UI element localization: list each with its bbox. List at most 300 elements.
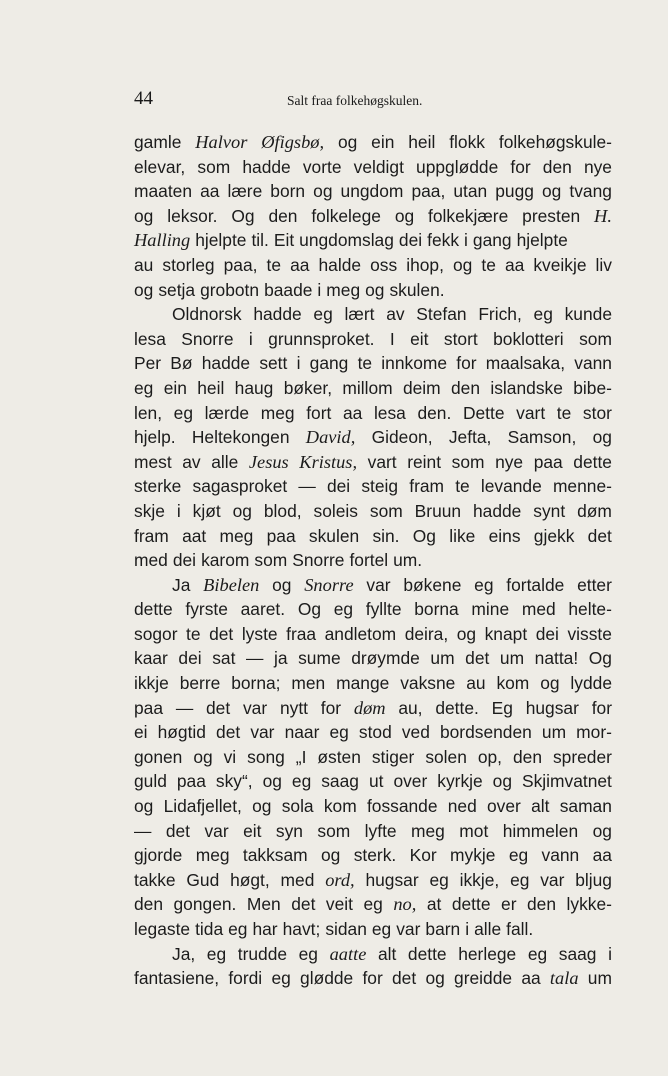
word: den [268,205,298,226]
word: Kor [409,845,437,866]
word: var [366,574,391,595]
word: alt [531,796,550,817]
text-line [134,376,612,401]
word: ungdom [340,181,404,202]
word: dette [134,599,173,620]
word: Bibelen [203,574,260,595]
word: med [280,869,315,890]
word: sin. [372,525,400,546]
word: Snorre [181,328,234,349]
text-line [134,966,612,991]
word: Dette [462,402,505,423]
word: ein [163,377,187,398]
word: skulen. [389,279,445,300]
word: i [317,279,322,300]
word: og [542,181,562,202]
word: og [365,279,385,300]
word: — [175,697,194,718]
word: mest [134,451,172,472]
word: liv [595,254,612,275]
word: Oldnorsk [172,304,242,325]
word: som [317,820,351,841]
word: baade [264,279,313,300]
word: heil [197,377,225,398]
word: au, [398,697,423,718]
word: fossande [366,796,438,817]
word: te [556,402,572,423]
word: paa [134,697,164,718]
word: stod [358,722,392,743]
word: fyrste [185,599,228,620]
word: ved [401,722,430,743]
word: fraa [286,623,317,644]
word: paa [533,451,563,472]
word: vi [223,746,237,767]
text-line [134,892,612,917]
word: eg [474,574,494,595]
word: lært [344,304,375,325]
word: vann [574,353,612,374]
word: for [591,697,612,718]
word: leksor. [167,205,218,226]
word: herlege [458,943,517,964]
word: flokk [449,132,485,152]
word: og [134,279,154,300]
word: det [465,648,490,669]
word: eg [527,943,548,964]
word: hjelp. [134,427,176,448]
word: deira, [404,623,449,644]
word: himmelen [502,820,579,841]
text-line [134,130,612,155]
word: Bruun [414,500,462,521]
word: te [186,623,201,644]
word: som [254,550,288,571]
word: men [291,673,326,694]
text-line [134,745,612,770]
word: tvang [569,181,612,202]
word: etter [577,574,612,595]
word: deim [402,377,441,398]
word: hadde [473,500,522,521]
word: mange [336,673,390,694]
text-line [134,696,612,721]
text-line [134,671,612,696]
word: folkelege [311,205,381,226]
text-line [134,843,612,868]
word: Jefta, [448,427,492,448]
word: fall. [506,919,534,939]
word: maaten [134,181,193,202]
word: eg [271,968,291,989]
word: storleg [162,254,215,275]
word: Per [134,353,162,374]
word: Halvor [195,132,248,152]
page-number: 44 [134,88,153,109]
word: fekk [427,230,460,251]
word: „I [295,746,307,767]
word: helte- [568,599,612,620]
word: islandske [490,377,563,398]
word: greidde [454,968,513,989]
word: eg [134,377,154,398]
word: saag [321,771,359,792]
word: det [165,820,191,841]
word: eit [243,820,262,841]
word: for [510,156,531,177]
word: haug [234,377,274,398]
word: den. [417,402,452,423]
word: den [451,377,481,398]
word: ein [371,132,395,152]
text-line [134,819,612,844]
word: og [134,796,154,817]
word: dei [178,648,202,669]
word: for [456,353,477,374]
word: visste [567,623,612,644]
word: paa, [223,254,258,275]
word: mor- [576,722,612,743]
word: David, [305,427,356,448]
word: berre [179,673,221,694]
word: — [298,476,316,497]
word: dette. [435,697,479,718]
word: eg [329,722,349,743]
word: sagasproket [192,476,288,497]
word: gongen. [173,894,237,915]
word: heil [408,132,436,152]
word: aa [504,254,525,275]
word: fram [134,525,169,546]
word: og [492,771,513,792]
word: og [452,254,473,275]
word: aa [290,254,310,275]
word: den [134,894,164,915]
word: kaar [134,648,168,669]
text-line [134,646,612,671]
word: mine [471,599,510,620]
word: over [393,771,428,792]
word: hadde [253,304,302,325]
word: bordsenden [439,722,532,743]
word: har [252,919,278,939]
word: Halling [134,230,191,251]
word: Lidafjellet, [163,796,242,817]
word: og [193,746,213,767]
word: Gideon, [371,427,433,448]
word: i [608,943,612,964]
word: song [247,746,285,767]
word: H. [594,205,612,226]
word: fortel [349,550,389,571]
text-line [134,204,612,229]
word: og [321,845,341,866]
text-line [134,597,612,622]
word: utan [453,181,488,202]
word: knapt [484,623,528,644]
word: skje [134,500,165,521]
word: um [430,648,455,669]
word: lesa [134,328,166,349]
word: og [540,673,560,694]
word: den [512,746,542,767]
word: Skjimvatnet [522,771,612,792]
word: Ja, [172,943,196,964]
word: aa [592,845,612,866]
word: det [216,722,241,743]
word: folkehøgskule- [498,132,612,152]
word: grunnsproket. [268,328,375,349]
word: vart [516,402,546,423]
word: kyrkje [437,771,483,792]
word: ikkje, [459,869,500,890]
word: takke [134,869,176,890]
word: menne- [552,476,612,497]
text-line [134,327,612,352]
word: fyllte [365,599,402,620]
word: dei [326,476,351,497]
word: at [426,894,442,915]
word: og [394,205,415,226]
word: au [134,254,154,275]
word: I [389,328,395,349]
text-line [134,499,612,524]
text-line [134,720,612,745]
word: lykke- [566,894,612,915]
word: ei [134,722,148,743]
word: Og [297,599,322,620]
word: hugsar [365,869,419,890]
text-line [134,302,612,327]
word: Snorre [304,574,354,595]
word: i [176,500,181,521]
word: og [592,427,612,448]
word: bøker, [283,377,333,398]
word: — [134,820,152,841]
word: Bø [170,353,193,374]
word: og [134,205,154,226]
word: vorte [302,156,342,177]
word: lærde [204,402,250,423]
word: fantasiene, [134,968,220,989]
word: og [272,574,292,595]
word: kveikje [533,254,587,275]
word: eg [206,943,227,964]
word: var [540,869,565,890]
word: det [392,968,417,989]
word: meg [260,402,295,423]
word: gjekk [533,525,575,546]
word: og [425,968,445,989]
word: eins [488,525,521,546]
word: ned [447,796,477,817]
text-line [134,622,612,647]
word: aa [342,402,363,423]
word: det [291,894,316,915]
word: syn [275,820,303,841]
word: karom [201,550,250,571]
word: pugg [495,181,534,202]
text-line [134,179,612,204]
word: sogor [134,623,178,644]
word: Frich, [478,304,522,325]
word: legaste [134,919,191,939]
word: var [204,820,229,841]
word: levande [480,476,542,497]
page-header [134,88,612,112]
word: stort [443,328,478,349]
word: paa [176,771,206,792]
word: eit [410,328,429,349]
text-line [134,425,612,450]
text-line [134,917,612,942]
word: eg [363,894,383,915]
word: og [313,181,333,202]
word: var [242,697,268,718]
word: og [262,771,282,792]
word: stor [582,402,612,423]
word: gang [309,353,349,374]
word: Gud [186,869,220,890]
word: skulen [308,525,360,546]
word: veit [325,894,353,915]
word: lyste [241,623,278,644]
word: nye [583,156,612,177]
word: eg [291,771,312,792]
word: hadde [201,353,251,374]
word: len, [134,402,163,423]
word: og [337,132,358,152]
word: eg [429,869,449,890]
word: Jesus [248,451,289,472]
word: dei [535,623,559,644]
word: østen [317,746,361,767]
text-line [134,155,612,180]
word: den [542,156,572,177]
word: borna; [231,673,281,694]
text-line [134,474,612,499]
word: nye [495,451,524,472]
word: innkome [381,353,448,374]
word: sola [281,796,314,817]
word: Heltekongen [191,427,290,448]
word: fort [306,402,332,423]
word: høgtid [157,722,206,743]
word: dette [573,451,612,472]
word: i [248,328,253,349]
word: fordi [228,968,263,989]
word: halde [318,254,362,275]
word: elevar, [134,156,186,177]
word: grobotn [200,279,260,300]
word: tida [195,919,224,939]
word: døm [577,500,612,521]
word: hjelpte [516,230,568,251]
word: døm [353,697,386,718]
word: saman [559,796,612,817]
word: eg [228,919,248,939]
word: høgt, [230,869,270,890]
word: ord, [325,869,355,890]
word: lydde [570,673,612,694]
word: alle [211,451,239,472]
word: eg [533,304,553,325]
word: det [209,623,234,644]
word: Stefan [416,304,467,325]
word: gamle [134,132,182,152]
body-text [134,130,612,991]
word: paa, [411,181,446,202]
word: sett [259,353,288,374]
word: eg [313,304,333,325]
word: veldigt [353,156,404,177]
word: hadde [242,156,291,177]
text-line [134,450,612,475]
running-title: Salt fraa folkehøgskulen. [287,93,423,108]
word: alle [474,919,502,939]
word: gonen [134,746,183,767]
text-line [134,794,612,819]
word: kom [323,796,357,817]
word: lære [227,181,263,202]
word: op, [477,746,503,767]
word: i [464,230,468,251]
word: natta! [534,648,579,669]
word: presten [522,205,581,226]
word: er [501,894,517,915]
word: like [449,525,476,546]
word: dette [451,894,491,915]
word: som [451,451,485,472]
word: sterk. [353,845,397,866]
word: tala [549,968,579,989]
word: um [499,648,525,669]
word: te [266,254,282,275]
word: nytt [279,697,308,718]
word: eg [508,845,529,866]
word: av [182,451,201,472]
word: bljug [575,869,612,890]
word: blod, [263,500,302,521]
word: glødde [300,968,354,989]
word: Samson, [507,427,577,448]
word: synt [533,500,566,521]
word: sume [298,648,341,669]
word: kom [496,673,530,694]
text-line [134,548,612,573]
word: bibe- [573,377,612,398]
text-line [134,351,612,376]
word: og [592,820,612,841]
text-line [134,401,612,426]
word: det [206,697,231,718]
text-line [134,524,612,549]
word: meg [195,845,230,866]
word: um. [393,550,423,571]
word: ut [368,771,384,792]
word: gang [472,230,512,251]
word: kjøt [192,500,221,521]
word: vaksne [400,673,456,694]
word: eg [371,919,392,939]
word: dei [172,550,197,571]
word: te [455,476,470,497]
word: mykje [450,845,496,866]
word: lesa [373,402,406,423]
word: au [466,673,486,694]
word: solen [425,746,467,767]
word: for [362,968,383,989]
